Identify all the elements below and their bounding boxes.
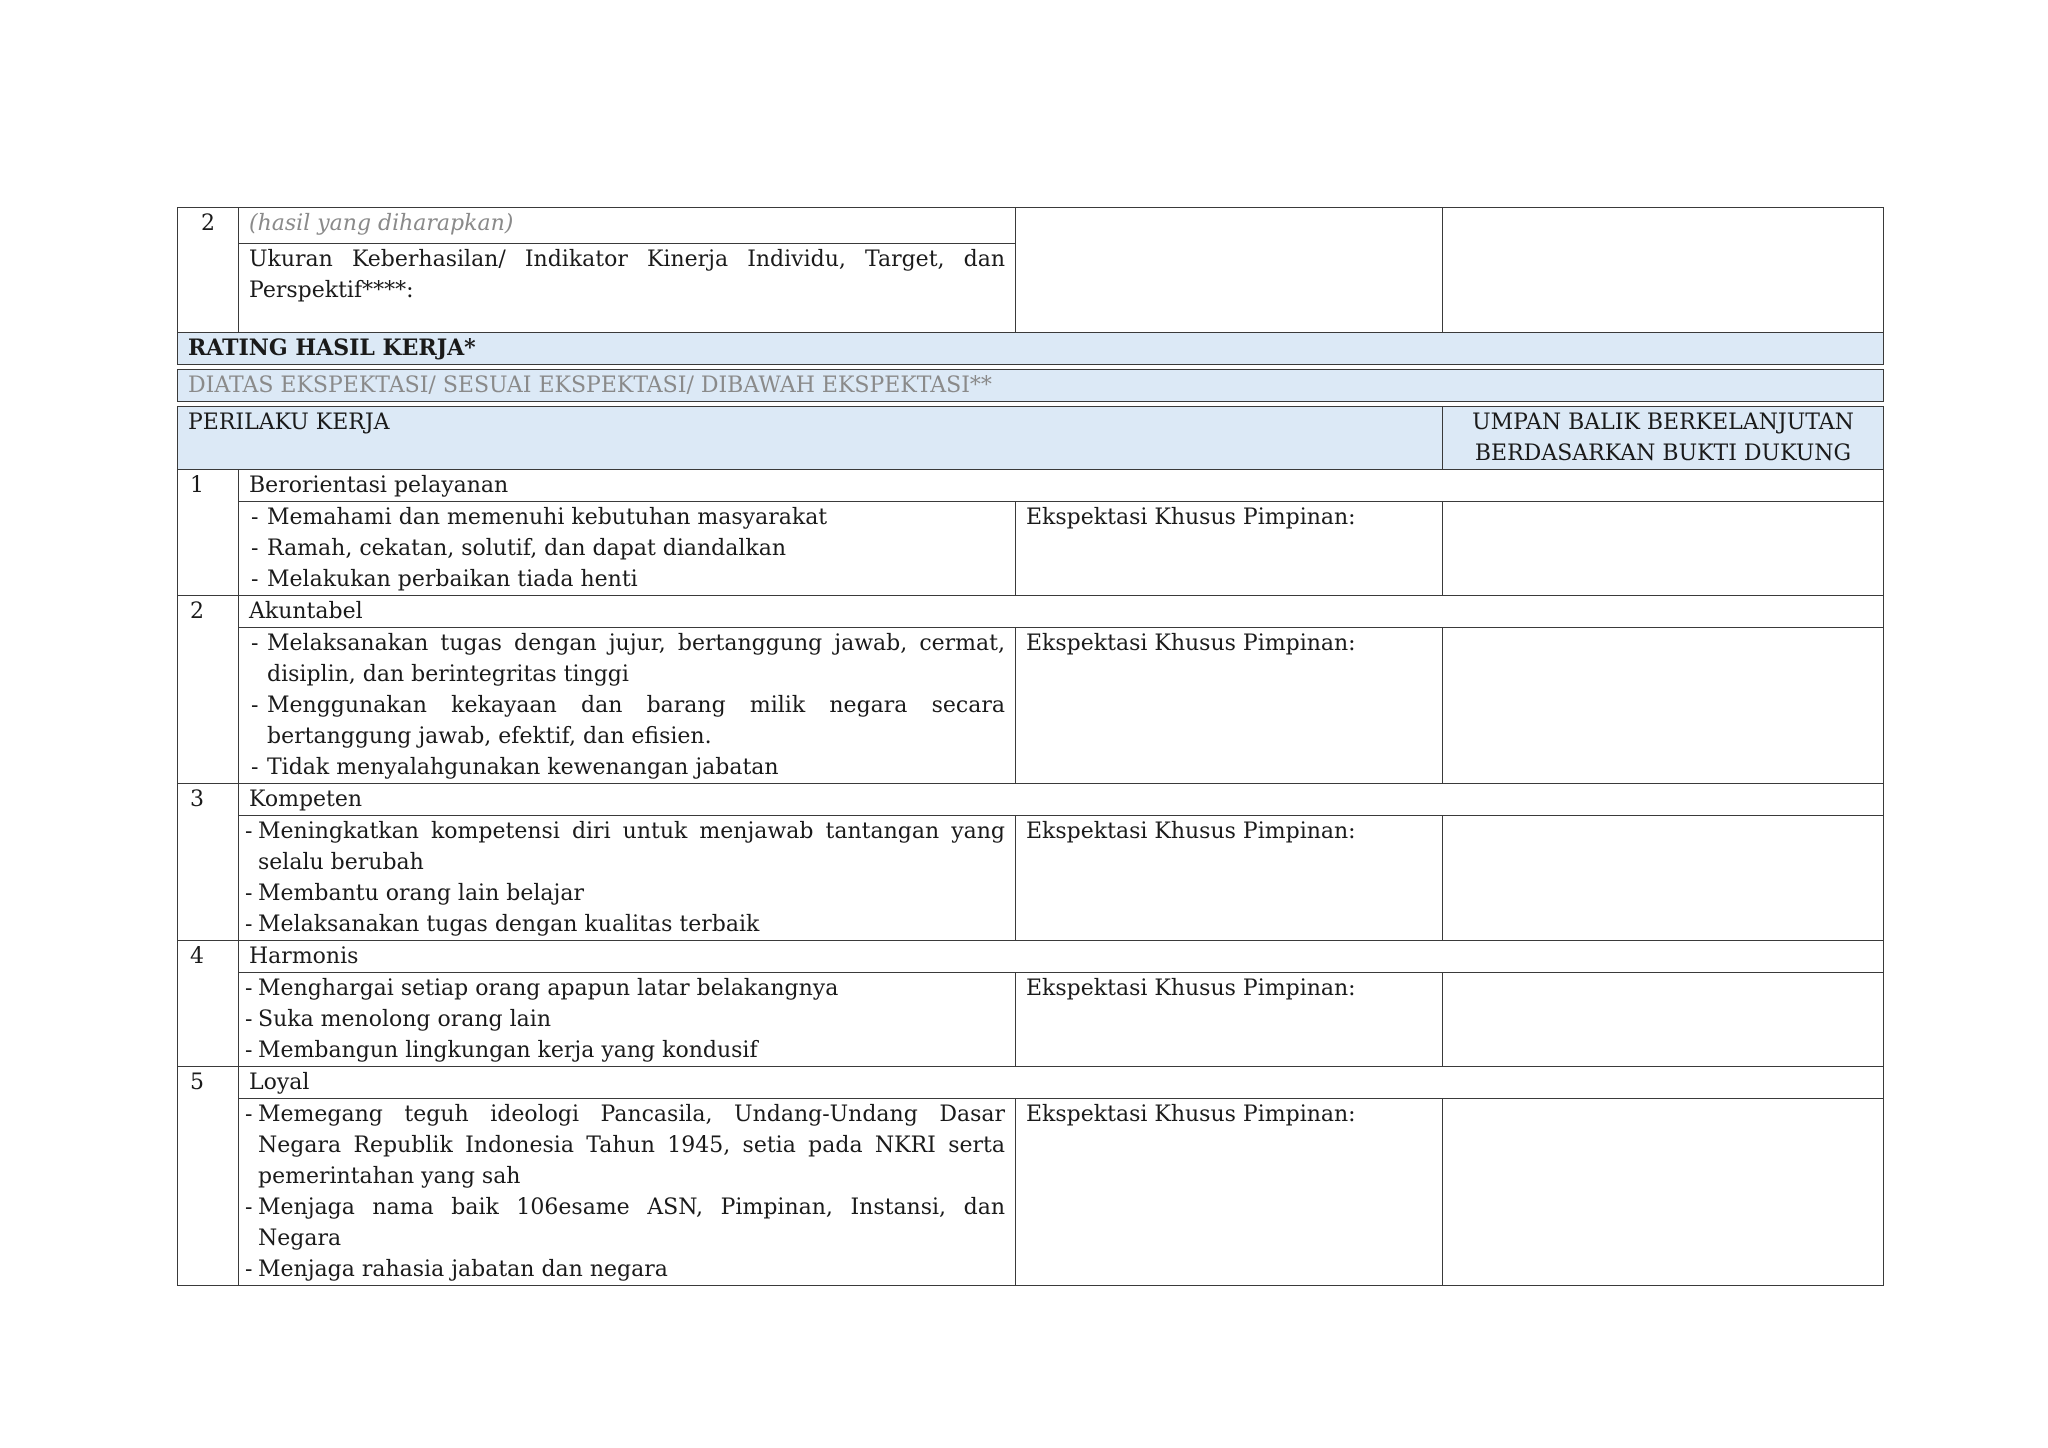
behavior-title-row — [178, 784, 1884, 816]
behavior-item-list — [245, 1099, 1005, 1285]
performance-table — [177, 207, 1884, 1286]
rating-options-row — [178, 370, 1884, 402]
hasil-row-number: 2 — [178, 208, 239, 333]
leader-expectation-cell[interactable]: Ekspektasi Khusus Pimpinan: — [1016, 816, 1443, 941]
evaluation-form-sheet — [177, 207, 1883, 1286]
feedback-cell[interactable] — [1443, 1099, 1884, 1286]
leader-expectation-cell[interactable]: Ekspektasi Khusus Pimpinan: — [1016, 628, 1443, 784]
behavior-title-row — [178, 470, 1884, 502]
indicator-label: Ukuran Keberhasilan/ Indikator Kinerja Individu, Target, dan Perspektif****: — [239, 244, 1016, 333]
behavior-number: 4 — [178, 941, 239, 1067]
behavior-item: - Melakukan perbaikan tiada henti — [249, 564, 1005, 595]
behavior-number: 5 — [178, 1067, 239, 1286]
behavior-item: - Menggunakan kekayaan dan barang milik negara secara bertanggung jawab, efektif, dan efisien. — [249, 690, 1005, 752]
behavior-item: - Menjaga nama baik 106esame ASN, Pimpinan, Instansi, dan Negara — [245, 1192, 1005, 1254]
behavior-item-list — [249, 628, 1005, 783]
behavior-title: Loyal — [239, 1067, 1884, 1099]
behavior-items — [239, 1099, 1016, 1286]
behavior-detail-row — [178, 973, 1884, 1067]
rating-options[interactable]: DIATAS EKSPEKTASI/ SESUAI EKSPEKTASI/ DIBAWAH EKSPEKTASI** — [178, 370, 1884, 402]
feedback-header-label: UMPAN BALIK BERKELANJUTAN BERDASARKAN BUKTI DUKUNG — [1443, 407, 1884, 470]
behavior-item: - Meningkatkan kompetensi diri untuk menjawab tantangan yang selalu berubah — [245, 816, 1005, 878]
rating-title: RATING HASIL KERJA* — [178, 333, 1884, 365]
behavior-title-row — [178, 1067, 1884, 1099]
behavior-detail-row — [178, 502, 1884, 596]
feedback-cell[interactable] — [1443, 628, 1884, 784]
behavior-item: - Membantu orang lain belajar — [245, 878, 1005, 909]
behavior-number: 1 — [178, 470, 239, 596]
behavior-items — [239, 628, 1016, 784]
behavior-item-list — [245, 973, 1005, 1066]
behavior-items — [239, 973, 1016, 1067]
behavior-detail-row — [178, 628, 1884, 784]
leader-expectation-cell[interactable]: Ekspektasi Khusus Pimpinan: — [1016, 1099, 1443, 1286]
hasil-row — [178, 208, 1884, 244]
behavior-item: - Menjaga rahasia jabatan dan negara — [245, 1254, 1005, 1285]
perilaku-header-label: PERILAKU KERJA — [178, 407, 1443, 470]
behavior-title: Berorientasi pelayanan — [239, 470, 1884, 502]
behavior-item-list — [245, 816, 1005, 940]
expected-result-hint: (hasil yang diharapkan) — [239, 208, 1016, 244]
behavior-item: - Melaksanakan tugas dengan kualitas terbaik — [245, 909, 1005, 940]
behavior-item: - Melaksanakan tugas dengan jujur, bertanggung jawab, cermat, disiplin, dan berintegritas tinggi — [249, 628, 1005, 690]
behavior-item: - Tidak menyalahgunakan kewenangan jabatan — [249, 752, 1005, 783]
behavior-title: Akuntabel — [239, 596, 1884, 628]
behavior-item: - Ramah, cekatan, solutif, dan dapat diandalkan — [249, 533, 1005, 564]
behavior-item: - Menghargai setiap orang apapun latar belakangnya — [245, 973, 1005, 1004]
behavior-title-row — [178, 941, 1884, 973]
perilaku-header-row — [178, 407, 1884, 470]
feedback-cell[interactable] — [1443, 502, 1884, 596]
behavior-item: - Suka menolong orang lain — [245, 1004, 1005, 1035]
behavior-item: - Membangun lingkungan kerja yang kondusif — [245, 1035, 1005, 1066]
behavior-item: - Memegang teguh ideologi Pancasila, Undang-Undang Dasar Negara Republik Indonesia Tahun 1945, setia pada NKRI serta pemerintahan yang sah — [245, 1099, 1005, 1192]
behavior-detail-row — [178, 1099, 1884, 1286]
leader-expectation-cell[interactable]: Ekspektasi Khusus Pimpinan: — [1016, 973, 1443, 1067]
leader-expectation-cell[interactable]: Ekspektasi Khusus Pimpinan: — [1016, 502, 1443, 596]
behavior-number: 3 — [178, 784, 239, 941]
behavior-title: Kompeten — [239, 784, 1884, 816]
hasil-empty-cell-right[interactable] — [1443, 208, 1884, 333]
feedback-cell[interactable] — [1443, 816, 1884, 941]
feedback-cell[interactable] — [1443, 973, 1884, 1067]
behavior-items — [239, 502, 1016, 596]
rating-title-row — [178, 333, 1884, 365]
behavior-items — [239, 816, 1016, 941]
behavior-title: Harmonis — [239, 941, 1884, 973]
hasil-empty-cell-middle[interactable] — [1016, 208, 1443, 333]
behavior-detail-row — [178, 816, 1884, 941]
behavior-title-row — [178, 596, 1884, 628]
behavior-item: - Memahami dan memenuhi kebutuhan masyarakat — [249, 502, 1005, 533]
behavior-number: 2 — [178, 596, 239, 784]
behavior-item-list — [249, 502, 1005, 595]
